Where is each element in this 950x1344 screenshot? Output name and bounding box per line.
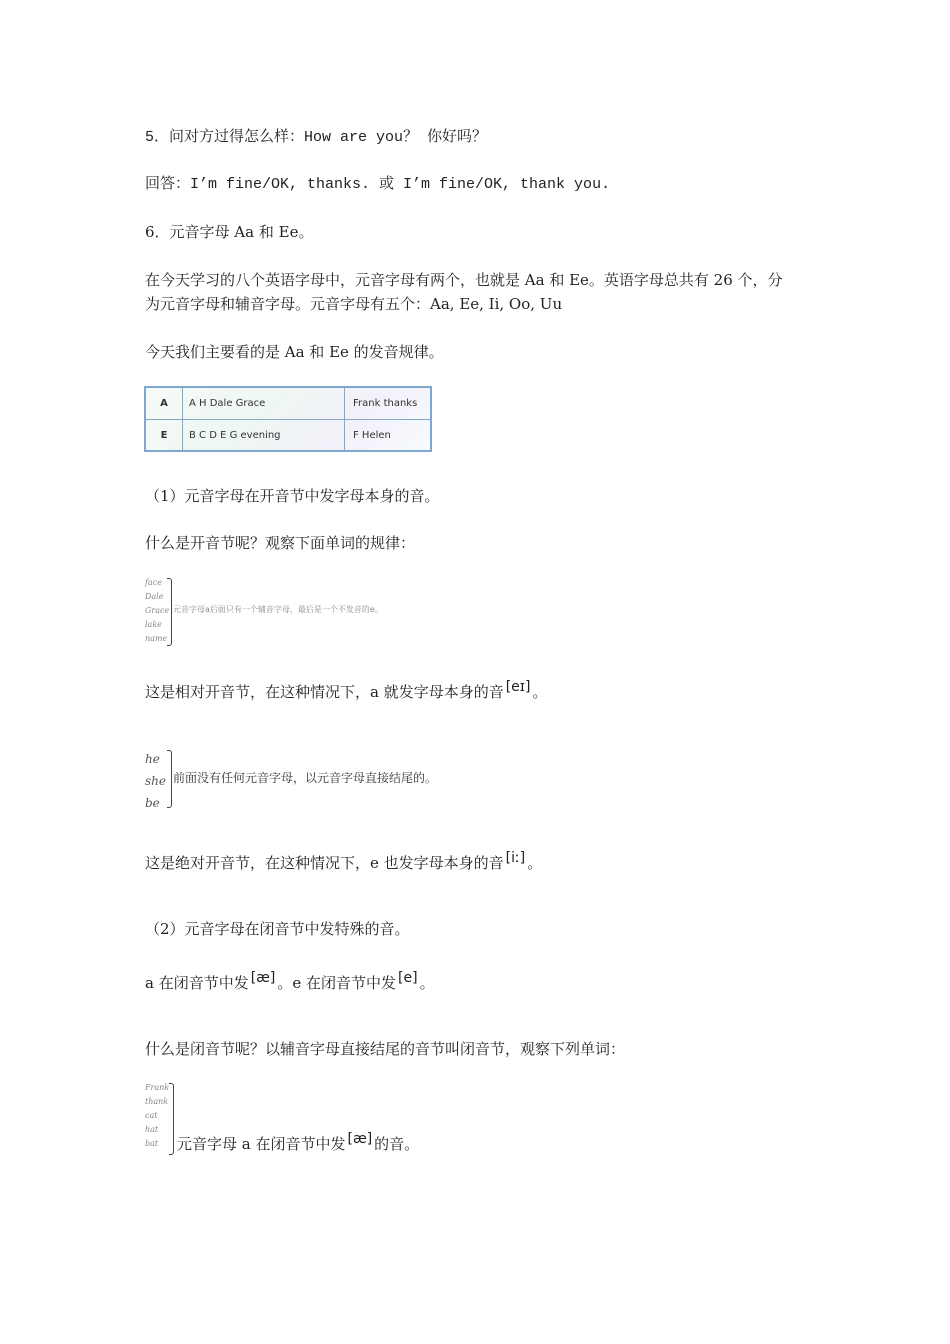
section6-focus: 今天我们主要看的是 Aa 和 Ee 的发音规律。 <box>145 343 444 361</box>
absolute-open-syllable-line <box>145 851 542 876</box>
brace <box>169 1083 174 1155</box>
closed-syllable-sounds-line <box>145 971 435 996</box>
relative-open-syllable-line <box>145 680 547 705</box>
word: Dale <box>145 592 164 601</box>
word: he <box>145 752 160 766</box>
brace <box>167 578 172 646</box>
rule1-question: 什么是开音节呢？观察下面单词的规律： <box>145 534 416 552</box>
section6-intro-line2: 为元音字母和辅音字母。元音字母有五个：Aa, Ee, Ii, Oo, Uu <box>145 295 563 313</box>
word-list <box>145 576 169 646</box>
section6-heading: 6．元音字母 Aa 和 Ee。 <box>145 223 314 241</box>
text: 这是相对开音节，在这种情况下，a 就发字母本身的音 <box>145 683 504 701</box>
brace <box>167 750 172 808</box>
word: thank <box>145 1097 169 1106</box>
text: a 在闭音节中发 <box>145 974 249 992</box>
letter-table-words: B C D E G evening <box>189 430 281 441</box>
word: she <box>145 774 166 788</box>
section5-answer: 回答：I’m fine/OK, thanks. 或 I’m fine/OK, thank you. <box>145 176 611 193</box>
text: 这是绝对开音节，在这种情况下，e 也发字母本身的音 <box>145 854 504 872</box>
word: be <box>145 796 160 810</box>
word: cat <box>145 1111 158 1120</box>
ipa-symbol: [eɪ] <box>505 679 531 695</box>
text: 。 <box>527 854 543 872</box>
word: lake <box>145 620 162 629</box>
word: hat <box>145 1125 159 1134</box>
rule2-heading: （2）元音字母在闭音节中发特殊的音。 <box>145 920 410 938</box>
rule2-question: 什么是闭音节呢？以辅音字母直接结尾的音节叫闭音节，观察下列单词： <box>145 1040 626 1058</box>
letter-table-other: Frank thanks <box>344 388 439 419</box>
word: bat <box>145 1139 159 1148</box>
group-note: 元音字母a后面只有一个辅音字母，最后是一个不发音的e。 <box>173 605 383 614</box>
letter-table-letter: E <box>146 420 183 451</box>
letter-table-image <box>144 386 432 452</box>
word-list <box>145 1081 169 1151</box>
letter-table-letter: A <box>146 388 183 419</box>
ipa-symbol: [iː] <box>505 850 526 866</box>
text: 。e 在闭音节中发 <box>277 974 397 992</box>
word: Grace <box>145 606 170 615</box>
rule1-heading: （1）元音字母在开音节中发字母本身的音。 <box>145 487 440 505</box>
ipa-symbol: [e] <box>398 970 418 986</box>
section5-heading: 5．问对方过得怎么样：How are you？ 你好吗？ <box>145 129 488 146</box>
letter-table-row <box>146 420 430 451</box>
word: name <box>145 634 168 643</box>
ipa-symbol: [æ] <box>250 970 276 986</box>
group-note <box>177 1133 419 1154</box>
ipa-symbol: [æ] <box>347 1131 373 1147</box>
group-note: 前面没有任何元音字母，以元音字母直接结尾的。 <box>173 771 438 785</box>
text: 。 <box>532 683 548 701</box>
text: 的音。 <box>374 1135 420 1153</box>
letter-table-other: F Helen <box>344 420 439 451</box>
word: Frank <box>145 1083 170 1092</box>
word-list <box>145 748 166 814</box>
letter-table-words: A H Dale Grace <box>189 398 266 409</box>
text: 。 <box>419 974 435 992</box>
section6-intro-line1: 在今天学习的八个英语字母中，元音字母有两个，也就是 Aa 和 Ee。英语字母总共有 26 个，分 <box>145 271 783 289</box>
letter-table-row <box>146 388 430 420</box>
word: face <box>145 578 162 587</box>
text: 元音字母 a 在闭音节中发 <box>177 1135 346 1153</box>
